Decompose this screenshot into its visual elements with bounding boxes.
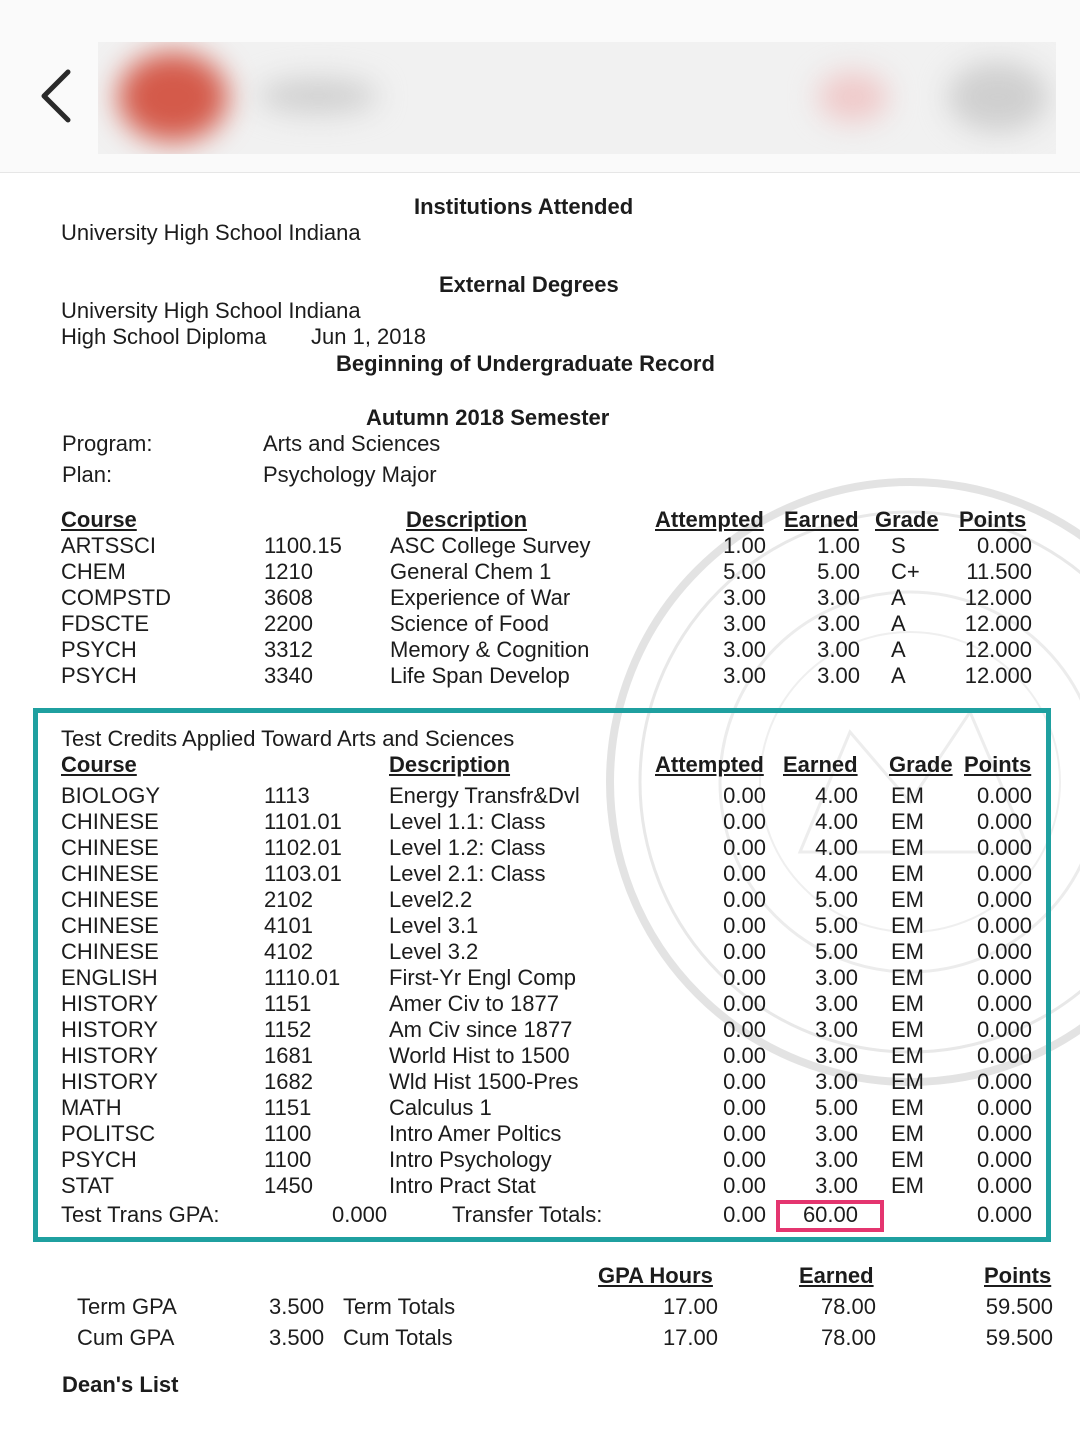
course-number: 2200 [264, 611, 313, 636]
summary-header-gpa-hours: GPA Hours [598, 1263, 713, 1288]
test-course-description: Intro Psychology [389, 1147, 552, 1172]
course-attempted: 3.00 [723, 585, 766, 610]
test-col-header-grade: Grade [889, 752, 953, 777]
test-course-number: 4102 [264, 939, 313, 964]
course-number: 3312 [264, 637, 313, 662]
course-subject: PSYCH [61, 663, 137, 688]
course-points: 12.000 [964, 611, 1032, 636]
test-course-grade: EM [891, 835, 924, 860]
col-header-description: Description [406, 507, 528, 532]
test-course-attempted: 0.00 [723, 887, 766, 912]
course-attempted: 1.00 [723, 533, 766, 558]
test-course-description: Calculus 1 [389, 1095, 492, 1120]
test-course-earned: 3.00 [815, 1121, 858, 1146]
test-course-description: Level 3.1 [389, 913, 479, 938]
test-course-description: Intro Amer Poltics [389, 1121, 562, 1146]
test-gpa-value: 0.000 [332, 1202, 388, 1227]
course-points: 0.000 [976, 533, 1032, 558]
degree-school: University High School Indiana [61, 298, 361, 323]
test-course-points: 0.000 [976, 783, 1032, 808]
test-course-subject: HISTORY [61, 1043, 158, 1068]
col-header-attempted: Attempted [655, 507, 764, 532]
back-button[interactable] [30, 60, 90, 132]
transfer-totals-label: Transfer Totals: [452, 1202, 603, 1227]
course-subject: FDSCTE [61, 611, 149, 636]
program-value: Arts and Sciences [263, 431, 441, 456]
test-course-number: 1450 [264, 1173, 313, 1198]
test-course-number: 1113 [264, 783, 310, 808]
program-label: Program: [62, 431, 153, 456]
test-course-grade: EM [891, 1173, 924, 1198]
test-course-subject: CHINESE [61, 887, 159, 912]
blurred-icon [818, 72, 888, 122]
col-header-points: Points [959, 507, 1027, 532]
test-course-earned: 5.00 [815, 913, 858, 938]
course-earned: 3.00 [817, 611, 860, 636]
test-course-points: 0.000 [976, 1121, 1032, 1146]
test-course-description: Energy Transfr&Dvl [389, 783, 580, 808]
test-course-grade: EM [891, 1095, 924, 1120]
test-course-grade: EM [891, 1043, 924, 1068]
test-course-subject: CHINESE [61, 939, 159, 964]
course-earned: 5.00 [817, 559, 860, 584]
test-course-number: 1103.01 [264, 861, 342, 886]
test-course-subject: BIOLOGY [61, 783, 161, 808]
test-course-grade: EM [891, 1017, 924, 1042]
course-earned: 3.00 [817, 585, 860, 610]
course-grade: S [891, 533, 906, 558]
col-header-course: Course [61, 507, 137, 532]
test-course-description: World Hist to 1500 [389, 1043, 570, 1068]
summary-gpa-hours: 17.00 [662, 1325, 718, 1350]
test-course-earned: 3.00 [815, 1043, 858, 1068]
test-course-description: Level 3.2 [389, 939, 479, 964]
test-course-description: Am Civ since 1877 [389, 1017, 573, 1042]
test-course-attempted: 0.00 [723, 913, 766, 938]
test-course-description: Level 2.1: Class [389, 861, 546, 886]
course-points: 12.000 [964, 637, 1032, 662]
test-course-earned: 3.00 [815, 1017, 858, 1042]
test-course-description: Level 1.2: Class [389, 835, 546, 860]
test-course-earned: 5.00 [815, 1095, 858, 1120]
test-course-attempted: 0.00 [723, 1017, 766, 1042]
test-course-attempted: 0.00 [723, 1173, 766, 1198]
test-course-earned: 4.00 [815, 861, 858, 886]
test-course-description: Wld Hist 1500-Pres [389, 1069, 579, 1094]
test-course-grade: EM [891, 861, 924, 886]
course-grade: A [891, 637, 906, 662]
test-course-attempted: 0.00 [723, 1095, 766, 1120]
summary-gpa-value: 3.500 [269, 1294, 325, 1319]
test-course-description: Intro Pract Stat [389, 1173, 536, 1198]
test-course-subject: CHINESE [61, 835, 159, 860]
degree-name: High School Diploma [61, 324, 267, 349]
test-course-grade: EM [891, 887, 924, 912]
plan-label: Plan: [62, 462, 113, 487]
record-title: Beginning of Undergraduate Record [336, 351, 715, 376]
test-course-points: 0.000 [976, 939, 1032, 964]
test-course-subject: CHINESE [61, 809, 159, 834]
institutions-title: Institutions Attended [414, 194, 634, 219]
summary-header-points: Points [984, 1263, 1052, 1288]
test-course-attempted: 0.00 [723, 861, 766, 886]
summary-totals-label: Cum Totals [343, 1325, 453, 1350]
test-course-subject: ENGLISH [61, 965, 158, 990]
summary-header-earned: Earned [799, 1263, 874, 1288]
summary-totals-label: Term Totals [343, 1294, 456, 1319]
semester-title: Autumn 2018 Semester [366, 405, 610, 430]
course-subject: CHEM [61, 559, 126, 584]
test-course-attempted: 0.00 [723, 965, 766, 990]
test-course-points: 0.000 [976, 1043, 1032, 1068]
test-col-header-attempted: Attempted [655, 752, 764, 777]
test-course-number: 1110.01 [264, 965, 341, 990]
test-course-grade: EM [891, 965, 924, 990]
test-course-number: 1100 [264, 1121, 312, 1146]
test-course-points: 0.000 [976, 1017, 1032, 1042]
test-course-earned: 3.00 [815, 991, 858, 1016]
test-course-number: 1151 [264, 991, 312, 1016]
test-course-description: Level2.2 [389, 887, 473, 912]
test-course-number: 1681 [264, 1043, 313, 1068]
test-course-grade: EM [891, 783, 924, 808]
course-points: 12.000 [964, 585, 1032, 610]
test-course-earned: 5.00 [815, 939, 858, 964]
course-description: General Chem 1 [390, 559, 552, 584]
course-grade: A [891, 663, 906, 688]
test-course-points: 0.000 [976, 913, 1032, 938]
test-course-grade: EM [891, 991, 924, 1016]
test-course-number: 2102 [264, 887, 313, 912]
test-course-subject: STAT [61, 1173, 114, 1198]
test-course-earned: 3.00 [815, 1147, 858, 1172]
course-earned: 3.00 [817, 637, 860, 662]
course-description: Science of Food [390, 611, 549, 636]
test-course-attempted: 0.00 [723, 1069, 766, 1094]
plan-value: Psychology Major [263, 462, 437, 487]
summary-points: 59.500 [985, 1325, 1053, 1350]
test-col-header-points: Points [964, 752, 1032, 777]
summary-earned: 78.00 [820, 1294, 876, 1319]
test-course-description: First-Yr Engl Comp [389, 965, 577, 990]
test-course-points: 0.000 [976, 991, 1032, 1016]
course-description: ASC College Survey [390, 533, 591, 558]
test-course-earned: 5.00 [815, 887, 858, 912]
col-header-earned: Earned [784, 507, 859, 532]
course-points: 12.000 [964, 663, 1032, 688]
test-course-attempted: 0.00 [723, 783, 766, 808]
test-course-number: 1101.01 [264, 809, 342, 834]
summary-gpa-label: Cum GPA [77, 1325, 175, 1350]
course-subject: PSYCH [61, 637, 137, 662]
course-description: Life Span Develop [390, 663, 570, 688]
test-course-grade: EM [891, 809, 924, 834]
test-course-attempted: 0.00 [723, 1147, 766, 1172]
test-course-attempted: 0.00 [723, 809, 766, 834]
test-course-earned: 3.00 [815, 1069, 858, 1094]
test-course-subject: CHINESE [61, 913, 159, 938]
test-course-attempted: 0.00 [723, 939, 766, 964]
course-number: 1100.15 [264, 533, 342, 558]
test-col-header-description: Description [389, 752, 511, 777]
test-course-subject: HISTORY [61, 1069, 158, 1094]
course-attempted: 5.00 [723, 559, 766, 584]
course-earned: 1.00 [817, 533, 860, 558]
test-course-points: 0.000 [976, 1173, 1032, 1198]
col-header-grade: Grade [875, 507, 939, 532]
test-course-grade: EM [891, 913, 924, 938]
course-number: 3340 [264, 663, 313, 688]
test-course-grade: EM [891, 1147, 924, 1172]
transcript-document [0, 172, 1080, 1434]
test-course-grade: EM [891, 1121, 924, 1146]
summary-earned: 78.00 [820, 1325, 876, 1350]
course-number: 3608 [264, 585, 313, 610]
course-grade: A [891, 585, 906, 610]
blurred-title-area [98, 42, 1056, 154]
course-attempted: 3.00 [723, 663, 766, 688]
total-earned-highlight [776, 1200, 884, 1232]
test-gpa-label: Test Trans GPA: [61, 1202, 220, 1227]
course-number: 1210 [264, 559, 313, 584]
transfer-totals-earned: 60.00 [802, 1202, 858, 1227]
institution-name: University High School Indiana [61, 220, 361, 245]
course-attempted: 3.00 [723, 637, 766, 662]
test-course-points: 0.000 [976, 809, 1032, 834]
course-description: Experience of War [390, 585, 571, 610]
honors-label: Dean's List [62, 1372, 179, 1397]
test-course-grade: EM [891, 939, 924, 964]
transfer-totals-attempted: 0.00 [723, 1202, 766, 1227]
test-credits-title: Test Credits Applied Toward Arts and Sciences [61, 726, 515, 751]
test-course-grade: EM [891, 1069, 924, 1094]
test-course-points: 0.000 [976, 861, 1032, 886]
test-course-description: Amer Civ to 1877 [389, 991, 559, 1016]
test-course-earned: 3.00 [815, 1173, 858, 1198]
test-course-subject: CHINESE [61, 861, 159, 886]
course-points: 11.500 [966, 559, 1032, 584]
course-grade: C+ [891, 559, 920, 584]
summary-gpa-hours: 17.00 [662, 1294, 718, 1319]
app-header [0, 0, 1080, 173]
blurred-name [258, 78, 378, 114]
degree-date: Jun 1, 2018 [311, 324, 426, 349]
course-attempted: 3.00 [723, 611, 766, 636]
summary-gpa-label: Term GPA [77, 1294, 177, 1319]
course-grade: A [891, 611, 906, 636]
test-course-earned: 4.00 [815, 783, 858, 808]
test-course-points: 0.000 [976, 835, 1032, 860]
test-course-number: 1102.01 [264, 835, 342, 860]
test-course-number: 1151 [264, 1095, 312, 1120]
course-earned: 3.00 [817, 663, 860, 688]
test-course-subject: HISTORY [61, 1017, 158, 1042]
test-course-attempted: 0.00 [723, 1121, 766, 1146]
test-course-number: 1152 [264, 1017, 312, 1042]
test-course-subject: PSYCH [61, 1147, 137, 1172]
test-course-points: 0.000 [976, 887, 1032, 912]
test-course-subject: POLITSC [61, 1121, 156, 1146]
test-course-description: Level 1.1: Class [389, 809, 546, 834]
test-course-number: 1100 [264, 1147, 312, 1172]
course-subject: COMPSTD [61, 585, 171, 610]
test-col-header-course: Course [61, 752, 137, 777]
blurred-avatar [118, 52, 228, 142]
test-course-points: 0.000 [976, 1095, 1032, 1120]
external-degrees-title: External Degrees [439, 272, 619, 297]
chevron-left-icon [30, 60, 90, 132]
test-course-earned: 4.00 [815, 835, 858, 860]
test-course-attempted: 0.00 [723, 1043, 766, 1068]
test-course-points: 0.000 [976, 1069, 1032, 1094]
blurred-icon [948, 62, 1048, 132]
test-course-attempted: 0.00 [723, 991, 766, 1016]
course-description: Memory & Cognition [390, 637, 590, 662]
test-course-earned: 4.00 [815, 809, 858, 834]
transfer-totals-points: 0.000 [976, 1202, 1032, 1227]
test-course-subject: MATH [61, 1095, 122, 1120]
test-course-points: 0.000 [976, 965, 1032, 990]
test-course-subject: HISTORY [61, 991, 158, 1016]
test-col-header-earned: Earned [783, 752, 858, 777]
test-course-number: 4101 [264, 913, 313, 938]
course-subject: ARTSSCI [61, 533, 156, 558]
summary-gpa-value: 3.500 [269, 1325, 325, 1350]
test-course-number: 1682 [264, 1069, 313, 1094]
test-course-points: 0.000 [976, 1147, 1032, 1172]
test-course-earned: 3.00 [815, 965, 858, 990]
test-course-attempted: 0.00 [723, 835, 766, 860]
summary-points: 59.500 [985, 1294, 1053, 1319]
